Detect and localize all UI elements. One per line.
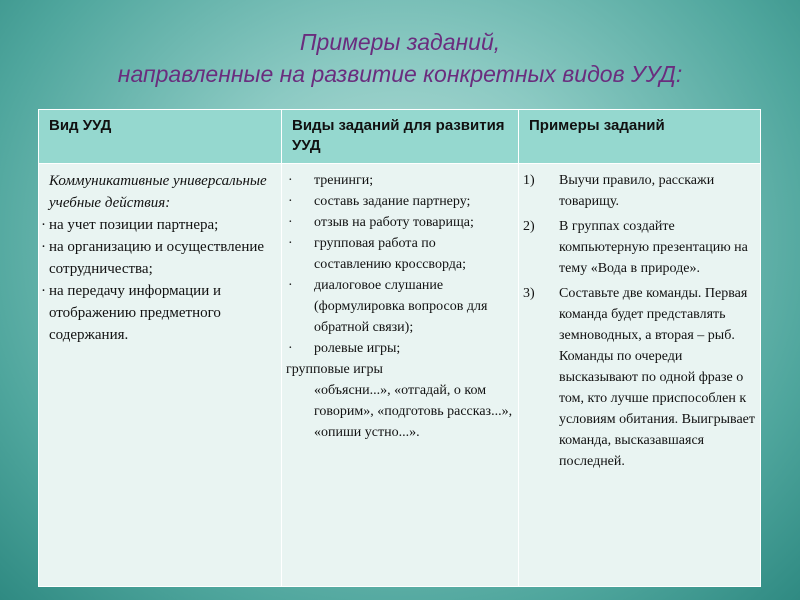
group-games-line: групповые игры	[286, 362, 383, 377]
group-games-examples: «объясни...», «отгадай, о ком говорим», «подготовь рассказ...», «опиши устно...».	[314, 383, 513, 440]
list-item: · диалоговое слушание (формулировка вопросов для обратной связи);	[288, 278, 488, 335]
list-item: · на учет позиции партнера;	[41, 217, 219, 233]
header-cell-type: Вид УУД	[39, 110, 282, 164]
list-item: · составь задание партнеру;	[288, 194, 471, 209]
list-item: 3) Составьте две команды. Первая команда будет представлять земноводных, а вторая – рыб. Команды по очереди высказывают по одной фразе о том, кто лучше приспособлен к условиям обитания. Выигрывает команда, высказавшаяся последней.	[523, 286, 755, 469]
list-item: 1) Выучи правило, расскажи товарищу.	[523, 173, 715, 209]
list-item: 2) В группах создайте компьютерную презентацию на тему «Вода в природе».	[523, 219, 748, 276]
cell-examples	[519, 164, 761, 587]
list-item: · отзыв на работу товарища;	[288, 215, 474, 230]
uud-intro: Коммуникативные универсальные учебные действия:	[49, 173, 267, 211]
list-item: · на передачу информации и отображению предметного содержания.	[41, 283, 222, 343]
list-item: · ролевые игры;	[288, 341, 401, 356]
uud-table	[38, 109, 761, 587]
cell-task-kinds	[282, 164, 519, 587]
header-row	[39, 110, 761, 164]
header-cell-task-kinds: Виды заданий для развития УУД	[282, 110, 519, 164]
body-row	[39, 164, 761, 587]
list-item: · на организацию и осуществление сотрудничества;	[41, 239, 265, 277]
cell-uud-type	[39, 164, 282, 587]
title-line-2: направленные на развитие конкретных видов УУД:	[117, 61, 683, 87]
list-item: · тренинги;	[288, 173, 374, 188]
title-line-1: Примеры заданий,	[299, 29, 501, 55]
header-cell-examples: Примеры заданий	[519, 110, 761, 164]
list-item: · групповая работа по составлению кроссворда;	[288, 236, 466, 272]
slide-title	[0, 26, 800, 90]
